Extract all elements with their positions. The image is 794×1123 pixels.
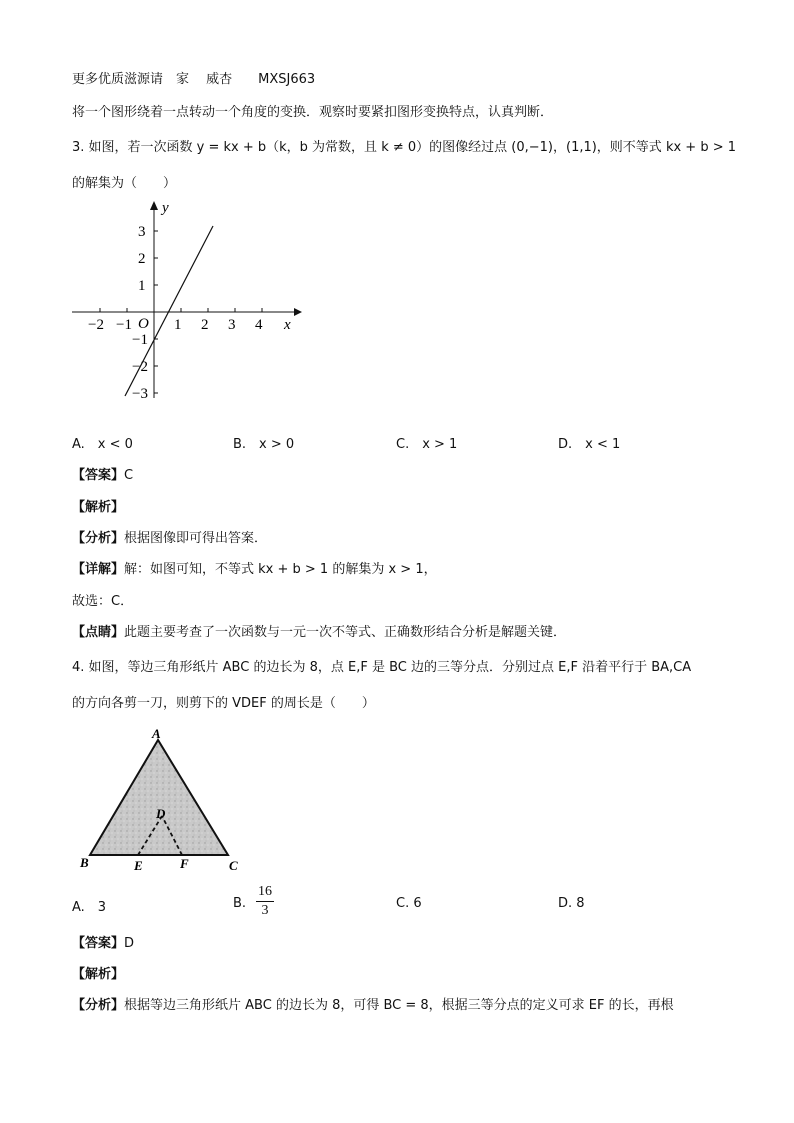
answer-value: C	[124, 468, 134, 483]
answer-value: D	[124, 936, 135, 951]
q3-fenxi-line	[72, 527, 267, 546]
q4-triangle-figure	[72, 722, 252, 882]
origin-label: O	[138, 316, 149, 332]
q3-option-c: C. x > 1	[396, 437, 458, 452]
q4-option-d: D. 8	[558, 896, 585, 911]
x-tick-label: 3	[228, 317, 236, 333]
fenxi-text: 根据图像即可得出答案．	[124, 531, 268, 546]
y-tick-label: −3	[132, 386, 148, 402]
q3-coordinate-graph	[70, 198, 310, 403]
q3-option-b: B. x > 0	[233, 437, 295, 452]
q4-option-a: A. 3	[72, 900, 107, 915]
x-tick-label: −2	[88, 317, 104, 333]
vertex-label-f: F	[180, 856, 189, 871]
q4-stem-line1: 4. 如图，等边三角形纸片 ABC 的边长为 8，点 E,F 是 BC 边的三等分点．分别过点 E,F 沿着平行于 BA,CA	[72, 660, 692, 675]
fenxi-tag: 【分析】	[72, 998, 125, 1013]
answer-tag: 【答案】	[72, 936, 125, 951]
q4-option-b-label: B.	[233, 896, 247, 911]
q4-option-c: C. 6	[396, 896, 422, 911]
y-axis-arrow-icon	[150, 201, 158, 210]
y-axis-label: y	[162, 200, 169, 216]
fraction-bar	[256, 901, 274, 902]
q3-option-a: A. x < 0	[72, 437, 133, 452]
q4-fenxi-line	[72, 994, 674, 1013]
vertex-label-b: B	[80, 855, 89, 870]
x-tick-label: 2	[201, 317, 209, 333]
q4-stem-line2: 的方向各剪一刀，则剪下的 VDEF 的周长是（ ）	[72, 696, 375, 711]
y-tick-label: 1	[138, 278, 146, 294]
detail-text: 解：如图可知，不等式 kx + b > 1 的解集为 x > 1，	[124, 562, 437, 577]
triangle-abc	[90, 740, 228, 855]
fenxi-tag: 【分析】	[72, 531, 125, 546]
q3-stem-line2: 的解集为（ ）	[72, 176, 177, 191]
vertex-label-e: E	[134, 858, 143, 873]
detail-tag: 【详解】	[72, 562, 125, 577]
x-axis-arrow-icon	[294, 308, 302, 316]
answer-tag: 【答案】	[72, 468, 125, 483]
q3-choose-line: 故选：C．	[72, 594, 134, 609]
x-axis-label: x	[284, 317, 291, 333]
y-tick-label: −1	[132, 332, 148, 348]
q3-dianjing-line	[72, 621, 566, 640]
header-watermark-text: 更多优质滋源请 家 威杏 MXSJ663	[72, 72, 316, 87]
q3-option-d: D. x < 1	[558, 437, 621, 452]
vertex-label-c: C	[229, 858, 238, 873]
q3-analysis-tag: 【解析】	[72, 500, 125, 515]
fenxi-text: 根据等边三角形纸片 ABC 的边长为 8，可得 BC = 8，根据三等分点的定义可求 EF 的长，再根	[124, 998, 674, 1013]
q4-analysis-tag: 【解析】	[72, 967, 125, 982]
q4-answer-line	[72, 932, 134, 951]
q3-stem-line1: 3. 如图，若一次函数 y = kx + b（k，b 为常数，且 k ≠ 0）的图像经过点 (0,−1)，(1,1)，则不等式 kx + b > 1	[72, 140, 737, 155]
intro-line: 将一个图形绕着一点转动一个角度的变换．观察时要紧扣图形变换特点，认真判断．	[72, 105, 554, 120]
dianjing-text: 此题主要考查了一次函数与一元一次不等式、正确数形结合分析是解题关键．	[124, 625, 567, 640]
y-tick-label: −2	[132, 359, 148, 375]
vertex-label-a: A	[152, 726, 161, 741]
fraction-numerator: 16	[258, 884, 272, 899]
fraction-denominator: 3	[261, 903, 269, 918]
vertex-label-d: D	[156, 806, 166, 821]
q4-option-b-fraction	[256, 884, 274, 919]
q3-answer-line	[72, 464, 133, 483]
dianjing-tag: 【点睛】	[72, 625, 125, 640]
x-tick-label: 1	[174, 317, 182, 333]
q3-detail-line	[72, 558, 437, 577]
y-tick-label: 2	[138, 251, 146, 267]
x-tick-label: −1	[116, 317, 132, 333]
y-tick-label: 3	[138, 224, 146, 240]
x-tick-label: 4	[255, 317, 263, 333]
